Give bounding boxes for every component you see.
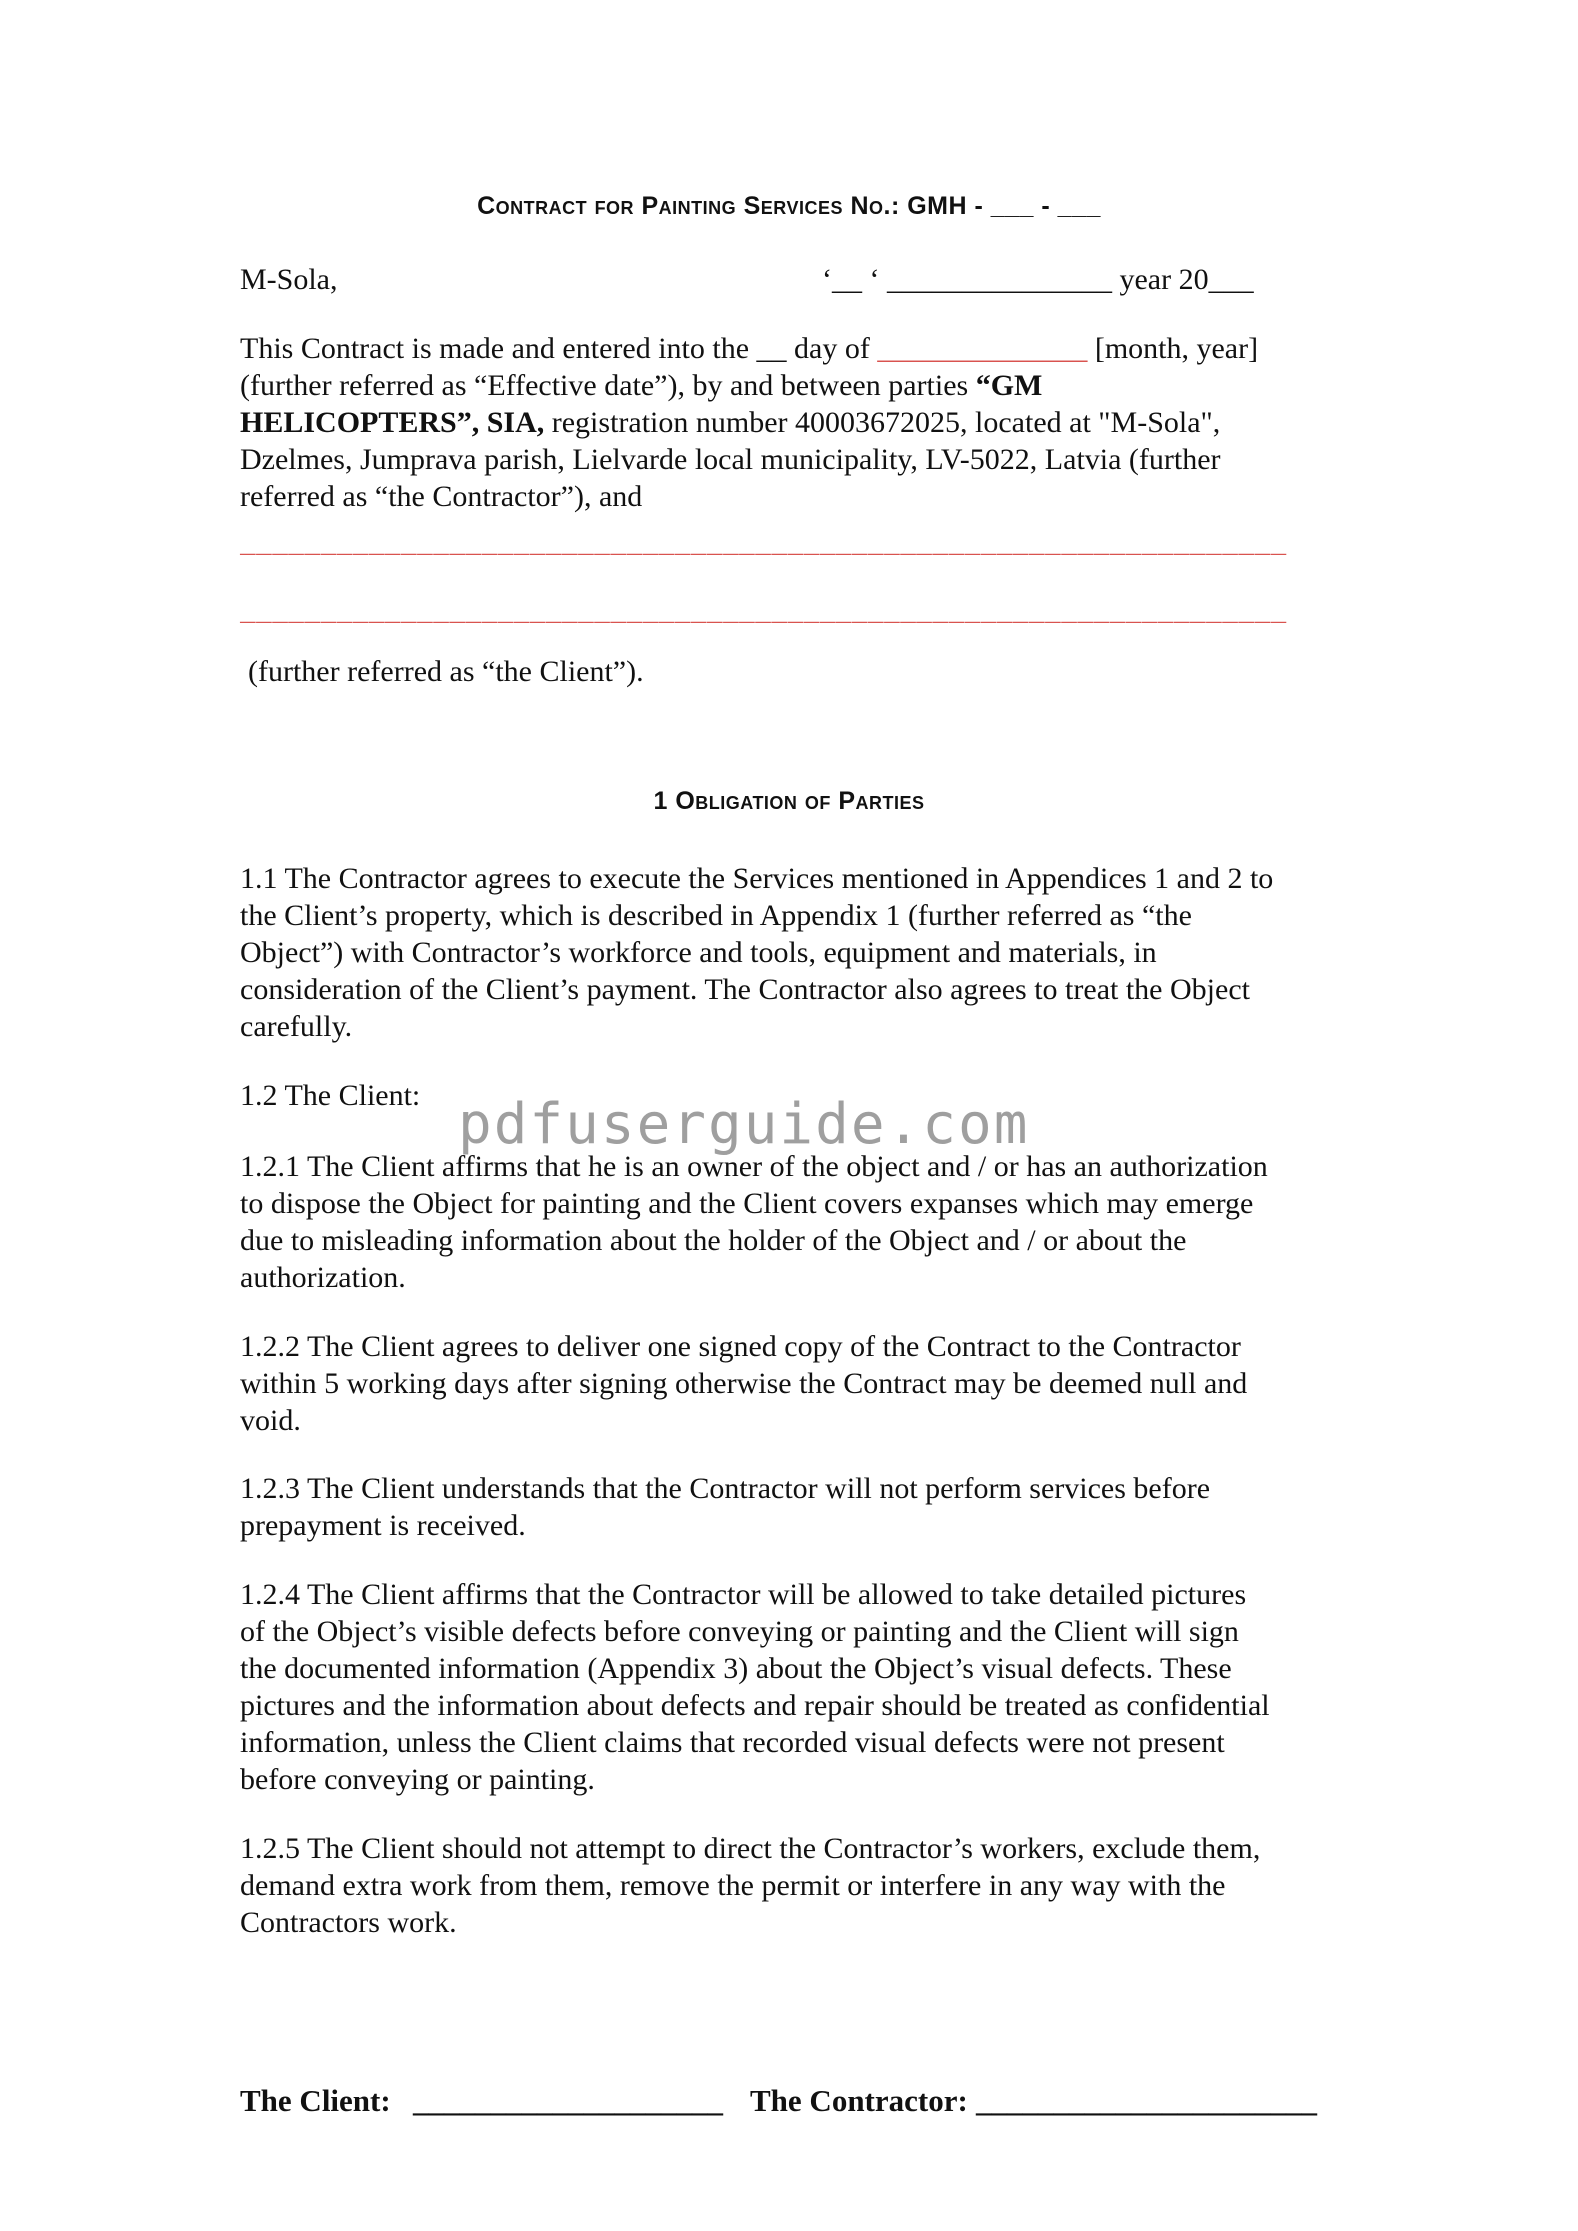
clause-line: to dispose the Object for painting and the Client covers expanses which may emerge (240, 1187, 1254, 1220)
intro-paragraph (240, 330, 1350, 515)
clause-line: the documented information (Appendix 3) about the Object’s visual defects. These (240, 1652, 1232, 1685)
contract-title: Contract for Painting Services No.: GMH - ___ - ___ (477, 192, 1101, 220)
intro-line-5: referred as “the Contractor”), and (240, 480, 643, 513)
clause-1-2-2 (240, 1328, 1350, 1439)
clause-line: prepayment is received. (240, 1509, 526, 1542)
clause-line: 1.2.5 The Client should not attempt to direct the Contractor’s workers, exclude them, (240, 1832, 1261, 1865)
section-heading: 1 Obligation of Parties (653, 787, 925, 815)
clause-1-2-4 (240, 1576, 1350, 1798)
client-signature-label: The Client: (240, 2083, 391, 2118)
intro-line-2 (240, 367, 1350, 404)
intro-text: (further referred as “Effective date”), by and between parties (240, 369, 976, 402)
clause-1-2-5 (240, 1830, 1350, 1941)
client-blank-line-2: _________________________________________________________________ (240, 598, 1287, 628)
clause-line: Object”) with Contractor’s workforce and tools, equipment and materials, in (240, 936, 1157, 969)
clause-1-2-1 (240, 1148, 1350, 1296)
contractor-signature-label: The Contractor: (750, 2083, 968, 2118)
clause-line: consideration of the Client’s payment. The Contractor also agrees to treat the Object (240, 973, 1250, 1006)
clause-line: due to misleading information about the holder of the Object and / or about the (240, 1224, 1187, 1257)
date-line: ‘__ ‘ _______________ year 20___ (822, 263, 1254, 296)
clause-line: carefully. (240, 1010, 353, 1043)
clause-line: 1.1 The Contractor agrees to execute the Services mentioned in Appendices 1 and 2 to (240, 862, 1274, 895)
contractor-signature-line[interactable]: ______________________ (976, 2083, 1317, 2118)
clause-line: demand extra work from them, remove the permit or interfere in any way with the (240, 1869, 1226, 1902)
clause-line: void. (240, 1404, 301, 1437)
clause-line: before conveying or painting. (240, 1763, 595, 1796)
place: M-Sola, (240, 263, 338, 296)
client-reference: (further referred as “the Client”). (248, 655, 644, 688)
clause-line: of the Object’s visible defects before conveying or painting and the Client will sign (240, 1615, 1239, 1648)
clause-line: authorization. (240, 1261, 406, 1294)
clause-line: 1.2 The Client: (240, 1079, 421, 1112)
clause-line: 1.2.3 The Client understands that the Contractor will not perform services before (240, 1472, 1211, 1505)
clause-line: 1.2.4 The Client affirms that the Contractor will be allowed to take detailed pictures (240, 1578, 1247, 1611)
clause-line: information, unless the Client claims that recorded visual defects were not present (240, 1726, 1225, 1759)
intro-text: registration number 40003672025, located at "M-Sola", (544, 406, 1221, 439)
intro-line-1 (240, 330, 1350, 367)
clause-line: the Client’s property, which is described in Appendix 1 (further referred as “the (240, 899, 1192, 932)
intro-line-3 (240, 404, 1350, 441)
intro-text: [month, year] (1087, 332, 1259, 365)
client-blank-line-1: _________________________________________________________________ (240, 530, 1287, 560)
company-name: “GM (975, 369, 1043, 402)
client-signature-line[interactable]: ____________________ (413, 2083, 723, 2118)
clause-line: Contractors work. (240, 1906, 457, 1939)
clause-line: pictures and the information about defects and repair should be treated as confidential (240, 1689, 1270, 1722)
clause-1-1 (240, 860, 1350, 1045)
clause-line: within 5 working days after signing otherwise the Contract may be deemed null and (240, 1367, 1248, 1400)
intro-text: This Contract is made and entered into the __ day of (240, 332, 878, 365)
clause-line: 1.2.2 The Client agrees to deliver one signed copy of the Contract to the Contractor (240, 1330, 1241, 1363)
date-blank: ______________ (877, 332, 1088, 365)
watermark: pdfuserguide.com (458, 1092, 1030, 1157)
company-name: HELICOPTERS”, SIA, (240, 406, 545, 439)
clause-1-2-3 (240, 1470, 1350, 1544)
intro-line-4: Dzelmes, Jumprava parish, Lielvarde local municipality, LV-5022, Latvia (further (240, 443, 1221, 476)
clause-line: 1.2.1 The Client affirms that he is an owner of the object and / or has an authorization (240, 1150, 1268, 1183)
